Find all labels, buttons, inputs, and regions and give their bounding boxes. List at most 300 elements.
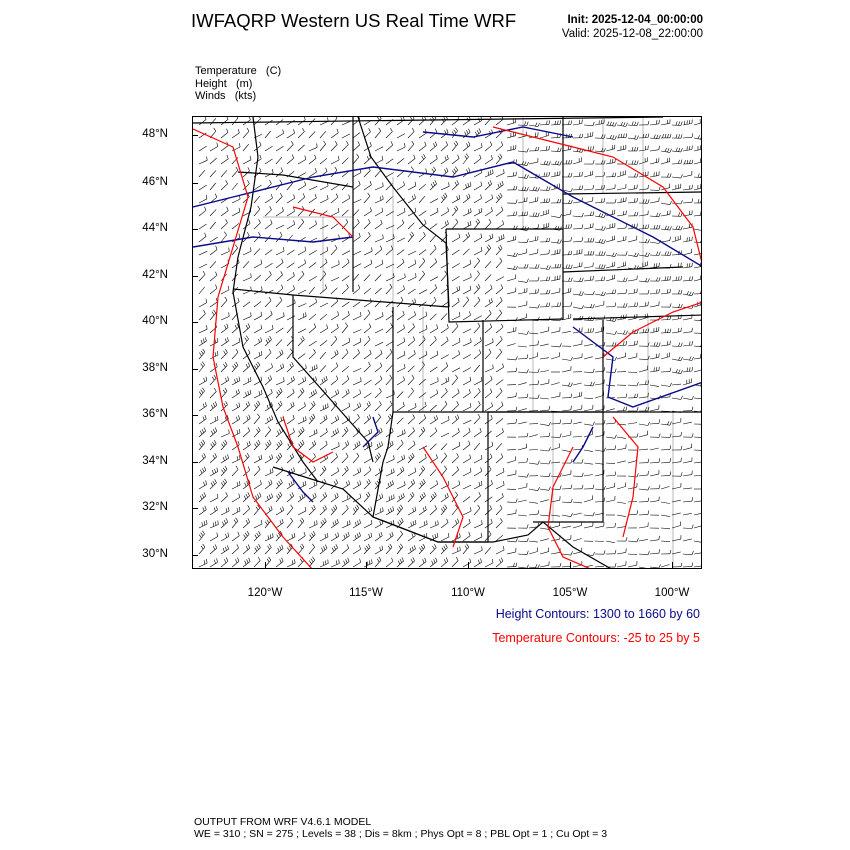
wind-barb-feather [527, 162, 529, 166]
wind-barb [375, 536, 382, 541]
wind-barb-feather [467, 143, 469, 147]
wind-barb-feather [676, 134, 677, 138]
wind-barb-feather [268, 535, 269, 539]
wind-barb [287, 352, 293, 359]
wind-barb-feather [626, 160, 627, 164]
wind-barb-feather [367, 416, 369, 420]
wind-barb-feather [202, 362, 204, 365]
wind-barb-feather [500, 349, 502, 352]
wind-barb-feather [215, 417, 216, 421]
wind-barb-feather [278, 455, 280, 458]
wind-barb [199, 264, 207, 268]
wind-barb-feather [211, 405, 213, 409]
wind-barb-feather [426, 169, 427, 173]
wind-barb [287, 484, 294, 489]
wind-barb-feather [635, 394, 636, 398]
wind-barb-feather [325, 534, 326, 538]
wind-barb-feather [482, 546, 483, 550]
wind-barb-feather [335, 505, 337, 508]
lat-label: 36°N [142, 408, 168, 420]
wind-barb [474, 326, 480, 333]
wind-barb-feather [425, 220, 427, 224]
wind-barb-feather [214, 310, 216, 313]
wind-barb [441, 145, 448, 151]
wind-barb-feather [421, 468, 423, 471]
wind-barb [243, 251, 251, 255]
wind-barb-feather [199, 392, 201, 395]
wind-barb [606, 437, 615, 438]
wind-barb-feather [454, 130, 456, 133]
wind-barb-feather [613, 173, 614, 177]
wind-barb-feather [256, 442, 258, 445]
wind-barb [265, 315, 272, 321]
wind-barb-feather [272, 468, 273, 472]
wind-barb-feather [217, 351, 218, 355]
wind-barb-feather [269, 440, 271, 443]
wind-barb-feather [411, 481, 413, 485]
wind-barb [562, 554, 571, 555]
wind-barb-feather [481, 533, 482, 537]
wind-barb [397, 328, 405, 333]
wind-barb-feather [227, 155, 228, 159]
wind-barb-feather [415, 260, 416, 264]
wind-barb [694, 122, 702, 125]
wind-barb-feather [478, 297, 480, 300]
wind-barb [485, 275, 491, 282]
wind-barb-feather [646, 278, 648, 282]
wind-barb-feather [204, 521, 205, 525]
wind-barb-feather [493, 169, 494, 173]
wind-barb-feather [379, 128, 381, 131]
wind-barb [353, 353, 360, 359]
wind-barb [452, 144, 458, 151]
wind-barb-feather [261, 390, 262, 394]
wind-barb-feather [692, 160, 693, 164]
wind-barb-feather [224, 520, 226, 524]
wind-barb [518, 409, 527, 411]
wind-barb [496, 224, 504, 229]
wind-barb-feather [202, 494, 204, 498]
wind-barb-feather [634, 289, 635, 293]
wind-barb [375, 131, 381, 138]
wind-barb [199, 341, 207, 346]
wind-barb [694, 553, 702, 554]
wind-barb [672, 151, 681, 152]
wind-barb [375, 354, 382, 360]
wind-barb-feather [326, 441, 327, 445]
wind-barb [320, 496, 327, 502]
wind-barb-feather [656, 367, 657, 371]
wind-barb-feather [404, 208, 405, 212]
wind-barb-feather [692, 551, 693, 555]
wind-barb [276, 549, 283, 555]
wind-barb-feather [490, 170, 491, 174]
wind-barb [342, 288, 349, 294]
wind-barb-feather [248, 467, 250, 471]
wind-barb [386, 132, 392, 138]
wind-barb [584, 463, 593, 464]
wind-barb [254, 302, 261, 308]
wind-barb [430, 159, 437, 164]
wind-barb [496, 261, 502, 268]
wind-barb [364, 446, 372, 450]
wind-barb [430, 548, 436, 554]
wind-barb-feather [323, 546, 325, 550]
wind-barb-feather [701, 211, 702, 215]
wind-barb-feather [278, 403, 280, 406]
wind-barb-feather [337, 324, 338, 328]
wind-barb [595, 294, 604, 296]
wind-barb [672, 359, 681, 361]
wind-barb-feather [527, 433, 528, 437]
wind-barb-feather [593, 160, 594, 164]
wind-barb [331, 328, 338, 333]
wind-barb-feather [654, 342, 655, 346]
wind-barb [683, 475, 692, 476]
wind-barb-feather [347, 441, 349, 445]
wind-barb-feather [701, 317, 703, 321]
wind-barb-feather [226, 518, 228, 522]
wind-barb [463, 511, 471, 515]
wind-barb-feather [236, 117, 238, 118]
wind-barb [210, 537, 218, 542]
wind-barb [628, 138, 637, 139]
wind-barb-feather [402, 430, 403, 434]
wind-barb-feather [303, 313, 304, 317]
wind-barb-feather [278, 548, 280, 552]
wind-barb-feather [626, 251, 627, 255]
wind-barb-feather [497, 197, 499, 200]
wind-barb-feather [571, 173, 572, 177]
wind-barb [221, 511, 229, 515]
wind-barb [199, 381, 207, 385]
wind-barb [364, 459, 372, 464]
wind-barb [331, 288, 338, 294]
wind-barb [694, 279, 702, 281]
wind-barb [485, 380, 492, 386]
wind-barb [276, 510, 284, 515]
wind-barb-feather [224, 403, 226, 407]
wind-barb-feather [413, 323, 415, 327]
wind-barb [496, 157, 502, 164]
wind-barb [199, 185, 207, 190]
wind-barb-feather [258, 401, 260, 404]
wind-barb-feather [692, 407, 693, 411]
wind-barb-feather [457, 453, 459, 457]
wind-barb-feather [279, 429, 281, 433]
wind-barb-feather [479, 492, 481, 496]
wind-barb-feather [224, 232, 226, 235]
wind-barb-feather [294, 221, 295, 225]
wind-barb [463, 236, 470, 242]
wind-barb [496, 288, 503, 294]
wind-barb-feather [239, 494, 240, 498]
wind-barb [672, 487, 681, 489]
wind-barb [529, 125, 538, 127]
wind-barb [309, 250, 317, 255]
wind-barb-feather [294, 195, 295, 199]
wind-barb [265, 537, 273, 541]
wind-barb [408, 472, 416, 476]
lat-label: 48°N [142, 128, 168, 140]
wind-barb-feather [492, 402, 493, 406]
wind-barb-feather [676, 277, 677, 281]
wind-barb [441, 561, 448, 567]
wind-barb [408, 511, 416, 515]
wind-barb-feather [335, 521, 336, 525]
wind-barb [364, 470, 371, 476]
wind-barb [320, 380, 327, 385]
wind-barb [430, 419, 438, 424]
wind-barb-feather [477, 258, 479, 261]
wind-barb [298, 329, 306, 333]
wind-barb-feather [560, 240, 562, 244]
wind-barb-feather [360, 494, 361, 498]
wind-barb [364, 524, 372, 528]
wind-barb [485, 261, 491, 268]
wind-barb-feather [305, 507, 306, 511]
wind-barb [254, 275, 261, 281]
wind-barb [397, 380, 405, 385]
wind-barb [507, 216, 516, 217]
wind-barb [408, 251, 416, 255]
wind-barb-feather [212, 442, 214, 445]
wind-barb-feather [444, 546, 446, 550]
wind-barb [672, 346, 681, 347]
wind-barb [463, 329, 471, 333]
wind-barb [265, 198, 273, 203]
wind-barb [298, 210, 304, 217]
wind-barb-feather [558, 303, 559, 307]
wind-barb-feather [665, 251, 666, 255]
wind-barb-feather [357, 521, 358, 525]
wind-barb-feather [670, 329, 671, 333]
wind-barb [595, 202, 604, 203]
wind-barb-feather [215, 428, 217, 432]
wind-barb [540, 424, 549, 426]
wind-barb [573, 344, 582, 346]
wind-barb-feather [604, 292, 606, 296]
wind-barb [320, 419, 327, 424]
wind-barb-feather [203, 349, 205, 352]
wind-barb-feather [458, 155, 460, 159]
wind-barb [441, 366, 448, 372]
wind-barb-feather [284, 377, 285, 381]
wind-barb [232, 459, 240, 463]
wind-barb-feather [269, 544, 271, 548]
wind-barb [584, 332, 593, 333]
wind-barb-feather [487, 247, 489, 250]
wind-barb-feather [447, 519, 449, 523]
wind-barb-feather [482, 520, 483, 524]
wind-barb [419, 524, 427, 528]
wind-barb-feather [415, 468, 416, 472]
wind-barb [639, 242, 648, 243]
wind-barb [529, 541, 538, 542]
wind-barb-feather [247, 453, 249, 456]
wind-barb-feather [445, 388, 447, 391]
wind-barb [243, 431, 250, 437]
wind-barb [672, 526, 681, 529]
wind-barb-feather [226, 558, 228, 562]
wind-barb [298, 173, 306, 177]
wind-barb-feather [468, 209, 469, 213]
wind-barb-feather [681, 458, 682, 462]
wind-barb-feather [610, 135, 612, 139]
wind-barb-feather [377, 444, 378, 448]
wind-barb [683, 501, 692, 502]
border-or-ca-nv [233, 289, 449, 307]
wind-barb [287, 457, 294, 463]
wind-barb [309, 158, 316, 164]
wind-barb [496, 405, 503, 411]
wind-barb-feather [626, 394, 627, 398]
wind-barb-feather [226, 219, 228, 223]
wind-barb [639, 424, 648, 426]
wind-barb-feather [238, 532, 240, 536]
wind-barb-feather [370, 142, 371, 146]
wind-barb [210, 261, 216, 268]
wind-barb-feather [379, 469, 380, 473]
wind-barb [309, 131, 315, 138]
wind-barb-feather [326, 428, 327, 432]
wind-barb-feather [392, 480, 393, 484]
wind-barb [265, 497, 273, 502]
wind-barb [320, 548, 327, 554]
wind-barb-feather [619, 134, 620, 138]
wind-barb-feather [273, 533, 274, 537]
wind-barb-feather [663, 134, 664, 138]
wind-barb [551, 242, 560, 243]
wind-barb-feather [277, 431, 279, 435]
wind-barb-feather [657, 252, 658, 256]
wind-barb-feather [593, 382, 594, 386]
wind-barb-feather [302, 336, 304, 339]
wind-barb-feather [555, 161, 557, 165]
wind-barb [375, 445, 383, 450]
wind-barb-feather [656, 263, 657, 267]
wind-barb-feather [200, 470, 202, 474]
wind-barb-feather [457, 180, 459, 184]
wind-barb [573, 539, 582, 542]
wind-barb-feather [211, 444, 213, 447]
wind-barb [210, 183, 216, 190]
wind-barb [595, 331, 604, 333]
wind-barb [386, 484, 394, 489]
height-contour [573, 427, 593, 462]
wind-barb [529, 307, 538, 308]
wind-barb-feather [314, 324, 316, 328]
wind-barb [375, 550, 383, 554]
wind-barb-feather [679, 226, 680, 230]
wind-barb-feather [247, 232, 249, 235]
wind-barb [485, 238, 493, 242]
wind-barb [364, 302, 372, 307]
wind-barb-feather [415, 299, 416, 303]
wind-barb-feather [312, 544, 314, 547]
wind-barb-feather [648, 290, 649, 294]
wind-barb-feather [201, 364, 203, 367]
wind-barb [507, 255, 516, 257]
wind-barb-feather [411, 559, 413, 563]
wind-barb-feather [447, 155, 448, 159]
wind-barb [584, 267, 593, 269]
wind-barb [540, 136, 549, 139]
wind-barb [331, 393, 339, 398]
wind-barb-feather [346, 533, 347, 537]
wind-barb [496, 277, 504, 281]
wind-barb-feather [615, 136, 617, 140]
wind-barb [430, 314, 437, 320]
wind-barb-feather [267, 496, 268, 500]
wind-barb [551, 279, 560, 281]
wind-barb-feather [646, 225, 647, 229]
wind-barb-feather [213, 403, 215, 407]
wind-barb [551, 500, 560, 502]
wind-barb [309, 444, 316, 450]
wind-barb [342, 210, 349, 216]
wind-barb-feather [360, 468, 361, 472]
wind-barb-feather [413, 300, 414, 304]
wind-barb [342, 198, 350, 203]
wind-barb-feather [689, 185, 690, 189]
wind-barb-feather [679, 212, 680, 216]
wind-barb-feather [412, 141, 414, 144]
wind-barb-feather [217, 143, 218, 147]
wind-barb-feather [678, 357, 680, 361]
wind-barb [254, 469, 260, 476]
wind-barb-feather [610, 122, 612, 126]
wind-barb-feather [390, 414, 392, 417]
wind-barb-feather [468, 222, 469, 226]
wind-barb-feather [401, 518, 403, 521]
wind-barb [562, 410, 571, 411]
wind-barb-feather [381, 428, 383, 432]
wind-barb [221, 522, 228, 528]
wind-barb [353, 302, 360, 307]
wind-barb-feather [336, 544, 338, 548]
wind-barb [419, 290, 427, 294]
wind-barb [254, 264, 262, 268]
wind-barb [551, 292, 560, 294]
wind-barb-feather [223, 442, 225, 445]
wind-barb-feather [291, 505, 293, 508]
wind-barb-feather [229, 248, 230, 252]
wind-barb-feather [516, 419, 517, 423]
wind-barb-feather [615, 357, 617, 361]
wind-barb-feather [479, 209, 480, 213]
wind-barb [672, 500, 681, 502]
wind-barb [518, 333, 527, 335]
wind-barb [342, 352, 348, 359]
wind-barb [375, 392, 381, 398]
wind-barb [496, 352, 502, 359]
wind-barb-feather [380, 376, 382, 380]
wind-barb-feather [291, 378, 292, 382]
wind-barb-feather [289, 483, 290, 487]
wind-barb-feather [403, 402, 404, 406]
wind-barb-feather [444, 466, 446, 469]
wind-barb-feather [678, 328, 679, 332]
wind-barb [628, 306, 637, 307]
wind-barb [232, 485, 240, 489]
wind-barb-feather [549, 433, 550, 437]
wind-barb-feather [216, 246, 218, 250]
wind-barb [287, 289, 295, 294]
wind-barb [430, 199, 438, 203]
wind-barb-feather [332, 548, 334, 552]
wind-barb-feather [471, 338, 472, 342]
